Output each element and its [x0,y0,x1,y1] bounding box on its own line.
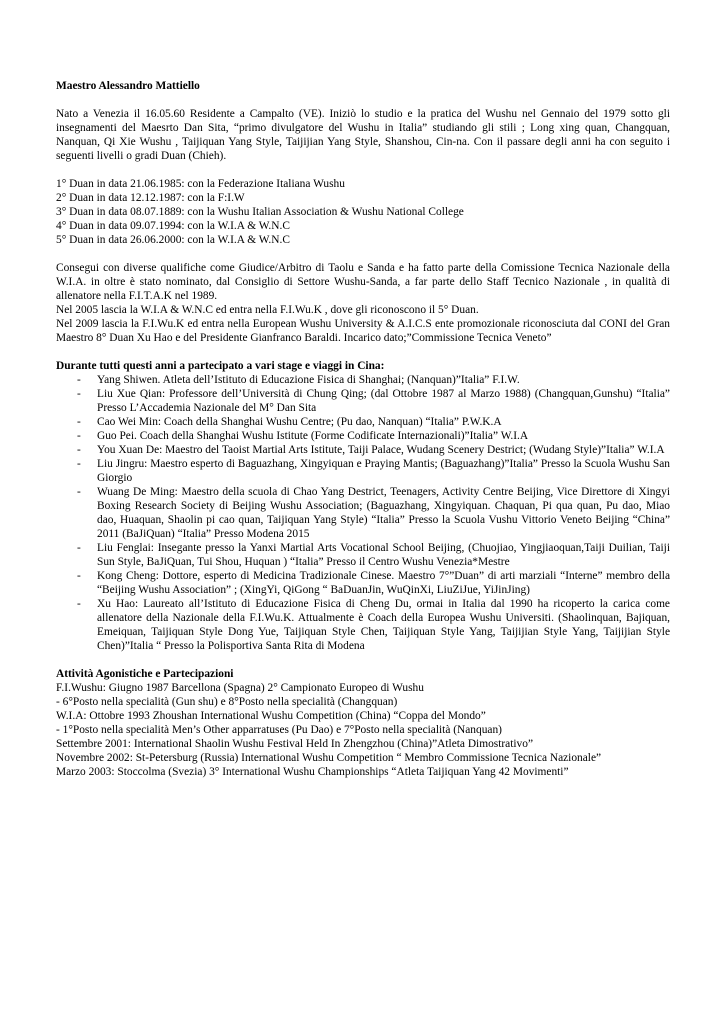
duan-item: 1° Duan in data 21.06.1985: con la Federazione Italiana Wushu [56,178,345,190]
duan-item: 4° Duan in data 09.07.1994: con la W.I.A & W.N.C [56,220,290,232]
stage-item: - You Xuan De: Maestro del Taoist Martial Arts Istitute, Taiji Palace, Wudang Scenery Destrict; (Wudang Style)”Italia” W.I.A [56,443,670,457]
activity-item: F.I.Wushu: Giugno 1987 Barcellona (Spagna) 2° Campionato Europeo di Wushu [56,682,424,694]
document-page [56,79,670,779]
activity-item: W.I.A: Ottobre 1993 Zhoushan International Wushu Competition (China) “Coppa del Mondo” [56,710,486,722]
bio-paragraph: Nato a Venezia il 16.05.60 Residente a Campalto (VE). Iniziò lo studio e la pratica del Wushu nel Gennaio del 1979 sotto gli insegnamenti del Maesrto Dan Sita, “primo divulgatore del Wushu in Italia” studiando gli stili ; Long xing quan, Changquan, Nanquan, Qi Xie Wushu , Taijiquan Yang Style, Taijijian Yang Style, Shanshou, Cin-na. Con il passare degli anni ha con seguito i seguenti livelli o gradi Duan (Chieh). [56,108,670,162]
activity-item: Settembre 2001: International Shaolin Wushu Festival Held In Zhengzhou (China)”Atleta Dimostrativo” [56,738,533,750]
stage-item: - Liu Xue Qian: Professore dell’Università di Chung Qing; (dal Ottobre 1987 al Marzo 1988) (Changquan,Gunshu) “Italia” Presso L’Accademia Nazionale del M° Dan Sita [56,387,670,415]
stages-list [56,373,670,653]
duan-item: 2° Duan in data 12.12.1987: con la F:I.W [56,192,245,204]
duan-item: 3° Duan in data 08.07.1889: con la Wushu Italian Association & Wushu National College [56,206,464,218]
stage-item: - Yang Shiwen. Atleta dell’Istituto di Educazione Fisica di Shanghai; (Nanquan)”Italia” F.I.W. [56,373,670,387]
stage-item: - Xu Hao: Laureato all’Istituto di Educazione Fisica di Cheng Du, ormai in Italia dal 1990 ha ricoperto la carica come allenatore della Nazionale della F.I.Wu.K. Attualmente è Coach della Europea Wushu Universiti. (Shaolinquan, Bajiquan, Emeiquan, Taijiquan Style Dong Yue, Taijiquan Style Chen, Taijiquan Style Yang, Taijijian Style Yang, Taijijian Style Chen)”Italia “ Presso la Polisportiva Santa Rita di Modena [56,597,670,653]
stage-item: - Wuang De Ming: Maestro della scuola di Chao Yang Destrict, Teenagers, Activity Centre Beijing, Vice Direttore di Xingyi Boxing Research Society di Beijing Wushu Association; (Baguazhang, Xingyiquan. Chaquan, Pi qua quan, Pu dao, Miao dao, Huaquan, Shaolin pi cao quan, Taijiquan Yang Style) “Italia” Presso la Scuola Vushu Vittorio Veneto Beijing “China” 2011 (BaJiQuan) “Italia” Presso Modena 2015 [56,485,670,541]
career-2009: Nel 2009 lascia la F.I.Wu.K ed entra nella European Wushu University & A.I.C.S ente promozionale riconosciuta dal CONI del Gran Maestro 8° Duan Xu Hao e del Presidente Gianfranco Baraldi. Incarico dato;”Commissione Tecnica Veneto” [56,318,670,344]
activity-item: - 6°Posto nella specialità (Gun shu) e 8°Posto nella specialità (Changquan) [56,696,398,708]
activity-item: Novembre 2002: St-Petersburg (Russia) International Wushu Competition “ Membro Commissione Tecnica Nazionale” [56,752,602,764]
stage-item: - Liu Jingru: Maestro esperto di Baguazhang, Xingyiquan e Praying Mantis; (Baguazhang)”Italia” Presso la Scuola Wushu San Giorgio [56,457,670,485]
duan-item: 5° Duan in data 26.06.2000: con la W.I.A & W.N.C [56,234,290,246]
career-2005: Nel 2005 lascia la W.I.A & W.N.C ed entra nella F.I.Wu.K , dove gli riconoscono il 5° Duan. [56,304,479,316]
activities-list [56,681,670,779]
career-paragraph: Consegui con diverse qualifiche come Giudice/Arbitro di Taolu e Sanda e ha fatto parte della Comissione Tecnica Nazionale della W.I.A. in oltre è stato nominato, dal Consiglio di Settore Wushu-Sanda, a far parte dello Staff Tecnico Nazionale , in qualità di allenatore nella F.I.T.A.K nel 1989. [56,262,670,302]
stage-item: - Liu Fenglai: Insegante presso la Yanxi Martial Arts Vocational School Beijing, (Chuojiao, Yingjiaoquan,Taiji Duilian, Taiji Sun Style, BaJiQuan, Tui Shou, Huquan ) “Italia” Presso il Centro Wushu Venezia*Mestre [56,541,670,569]
activity-item: Marzo 2003: Stoccolma (Svezia) 3° International Wushu Championships “Atleta Taijiquan Yang 42 Movimenti” [56,766,569,778]
stage-item: - Kong Cheng: Dottore, esperto di Medicina Tradizionale Cinese. Maestro 7°”Duan” di arti marziali “Interne” membro della “Beijing Wushu Association” ; (XingYi, QiGong “ BaDuanJin, WuQinXi, LiuZiJue, YiJinJing) [56,569,670,597]
document-title: Maestro Alessandro Mattiello [56,80,200,92]
stage-item: - Guo Pei. Coach della Shanghai Wushu Istitute (Forme Codificate Internazionali)”Italia” W.I.A [56,429,670,443]
stage-item: - Cao Wei Min: Coach della Shanghai Wushu Centre; (Pu dao, Nanquan) “Italia” P.W.K.A [56,415,670,429]
activity-item: - 1°Posto nella specialità Men’s Other apparratuses (Pu Dao) e 7°Posto nella specialità (Nanquan) [56,724,502,736]
stages-heading: Durante tutti questi anni a partecipato a vari stage e viaggi in Cina: [56,360,385,372]
duan-list [56,177,670,247]
activities-heading: Attività Agonistiche e Partecipazioni [56,668,234,680]
